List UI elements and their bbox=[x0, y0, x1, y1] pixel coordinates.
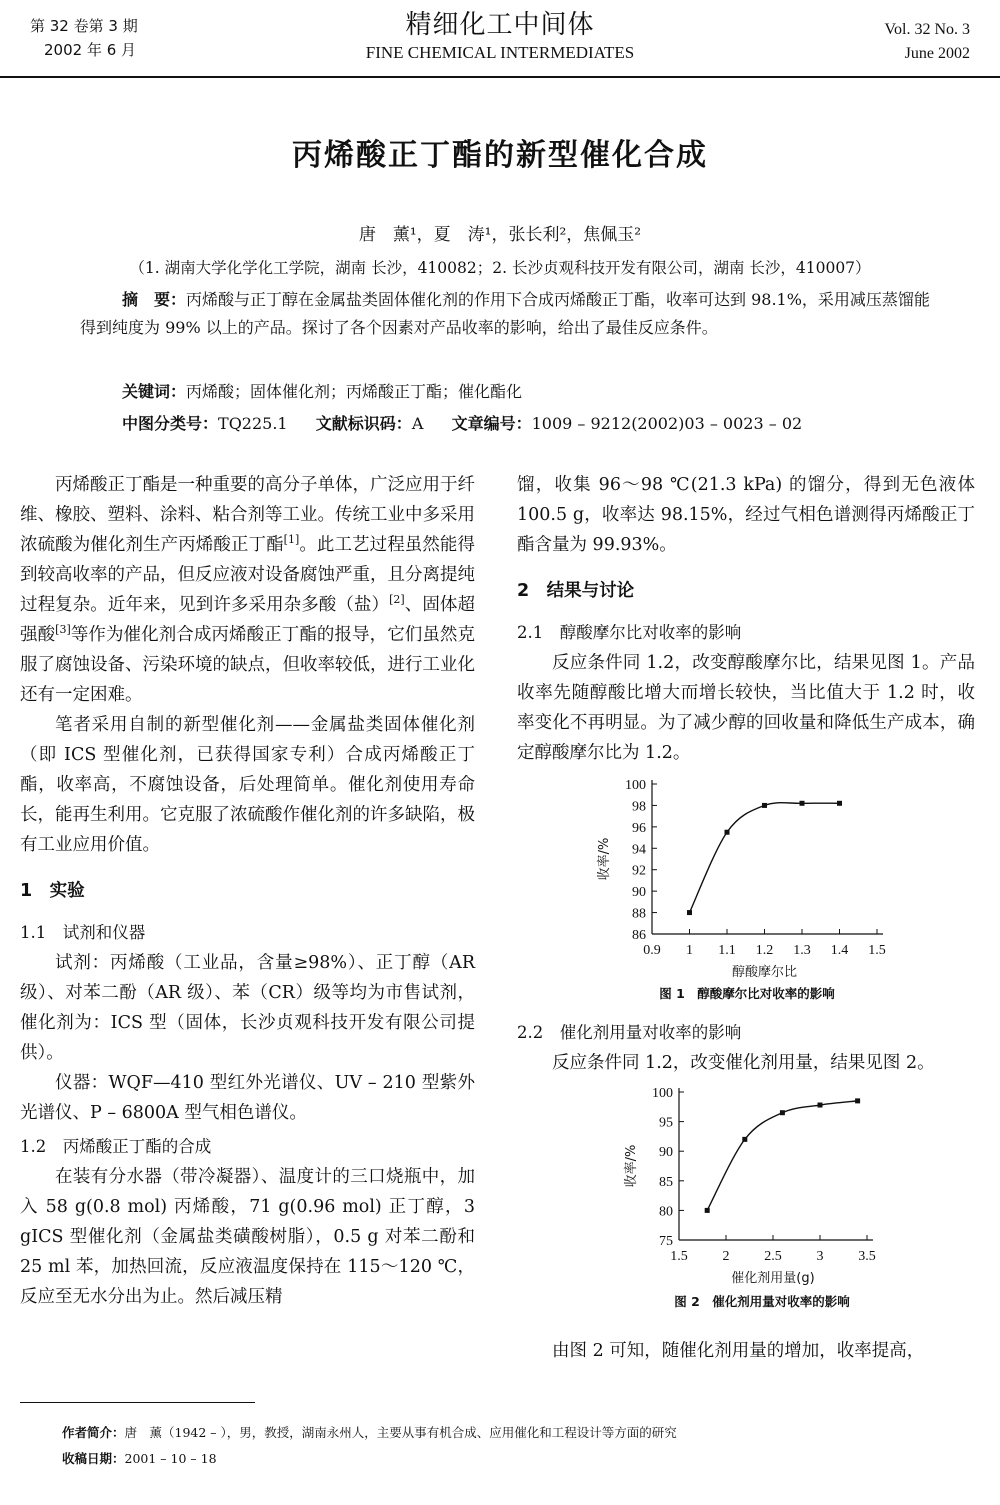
catalyst-amount-paragraph: 反应条件同 1.2，改变催化剂用量，结果见图 2。 bbox=[552, 1053, 935, 1073]
figure-2-chart bbox=[607, 1080, 917, 1290]
received-date bbox=[62, 1446, 962, 1472]
author-bio bbox=[62, 1420, 962, 1446]
x-tick-label: 0.9 bbox=[643, 943, 661, 958]
intro-text-d: 等作为催化剂合成丙烯酸正丁酯的报导，它们虽然克服了腐蚀设备、污染环境的缺点，但收率较低，进行工业化还有一定困难。 bbox=[20, 625, 476, 705]
x-axis-label: 催化剂用量(g) bbox=[731, 1271, 815, 1286]
section-1-2-heading: 1.2 丙烯酸正丁酯的合成 bbox=[20, 1137, 212, 1156]
data-point bbox=[818, 1103, 823, 1108]
issue-date-en: June 2002 bbox=[904, 45, 970, 62]
x-tick-label: 1.2 bbox=[755, 943, 774, 958]
y-tick-label: 92 bbox=[632, 863, 646, 879]
data-point bbox=[705, 1208, 710, 1213]
reagents-paragraph: 试剂：丙烯酸（工业品，含量≥98%）、正丁醇（AR 级）、对苯二酚（AR 级）、苯（CR）级等均为市售试剂，催化剂为：ICS 型（固体，长沙贞观科技开发有限公司提供）。 bbox=[20, 953, 475, 1063]
received-date-value: 2001 – 10 – 18 bbox=[124, 1451, 217, 1466]
y-tick-label: 88 bbox=[632, 906, 646, 922]
footnote-rule bbox=[20, 1402, 255, 1403]
section-2-2-heading: 2.2 催化剂用量对收率的影响 bbox=[517, 1023, 742, 1042]
y-tick-label: 80 bbox=[659, 1204, 673, 1220]
paper-title: 丙烯酸正丁酯的新型催化合成 bbox=[292, 138, 708, 173]
figure-1-caption: 图 1 醇酸摩尔比对收率的影响 bbox=[659, 986, 835, 1001]
issue-volume: 第 32 卷第 3 期 bbox=[30, 17, 138, 35]
data-point bbox=[742, 1137, 747, 1142]
intro-text-b: 。此工艺过程虽然能得到较高收率的产品，但反应液对设备腐蚀严重，且分离提纯过程复杂。近年来，见到许多采用杂多酸（盐） bbox=[20, 535, 476, 615]
journal-name bbox=[300, 8, 700, 64]
data-point bbox=[762, 803, 767, 808]
molar-ratio-paragraph: 反应条件同 1.2，改变醇酸摩尔比，结果见图 1。产品收率先随醇酸比增大而增长较快，当比值大于 1.2 时，收率变化不再明显。为了减少醇的回收量和降低生产成本，确定醇酸摩尔比为 1.2。 bbox=[517, 653, 975, 763]
keywords-text: 丙烯酸；固体催化剂；丙烯酸正丁酯；催化酯化 bbox=[186, 382, 523, 401]
figure-2 bbox=[607, 1080, 917, 1310]
x-tick-label: 1.1 bbox=[718, 943, 736, 958]
instruments-paragraph: 仪器：WQF—410 型红外光谱仪、UV – 210 型紫外光谱仪、P – 6800A 型气相色谱仪。 bbox=[20, 1073, 475, 1123]
keywords-label: 关键词： bbox=[122, 382, 187, 401]
x-tick-label: 1.5 bbox=[670, 1249, 688, 1264]
series-line bbox=[707, 1101, 857, 1211]
x-tick-label: 2.5 bbox=[764, 1249, 782, 1264]
right-column bbox=[517, 470, 975, 1366]
y-tick-label: 75 bbox=[659, 1234, 673, 1249]
keywords bbox=[122, 378, 922, 406]
doc-code-value: A bbox=[411, 414, 424, 433]
y-tick-label: 100 bbox=[652, 1086, 673, 1101]
clc-label: 中图分类号： bbox=[122, 414, 219, 433]
intro-text-a: 丙烯酸正丁酯是一种重要的高分子单体，广泛应用于纤维、橡胶、塑料、涂料、粘合剂等工业。传统工业中多采用浓硫酸为催化剂生产丙烯酸正丁酯 bbox=[20, 475, 475, 555]
synthesis-continued-paragraph: 馏，收集 96～98 ℃(21.3 kPa) 的馏分，得到无色液体 100.5 g，收率达 98.15%，经过气相色谱测得丙烯酸正丁酯含量为 99.93%。 bbox=[517, 475, 975, 555]
received-date-label: 收稿日期： bbox=[62, 1451, 125, 1466]
data-point bbox=[780, 1110, 785, 1115]
article-number-label: 文章编号： bbox=[451, 414, 532, 433]
synthesis-paragraph: 在装有分水器（带冷凝器）、温度计的三口烧瓶中，加入 58 g(0.8 mol) 丙烯酸，71 g(0.96 mol) 正丁醇，3 gICS 型催化剂（金属盐类磺酸树脂），0.5 g 对苯二酚和 25 ml 苯，加热回流，反应液温度保持在 115～120 ℃，反应至无水分出为止。然后减压精 bbox=[20, 1167, 475, 1307]
figure-1 bbox=[577, 772, 917, 1002]
abstract bbox=[80, 286, 930, 342]
intro-text-c: 、固体超强酸 bbox=[20, 595, 476, 645]
x-tick-label: 2 bbox=[722, 1249, 730, 1264]
ref-2: [2] bbox=[389, 593, 405, 607]
x-tick-label: 1.4 bbox=[830, 943, 849, 958]
abstract-text: 丙烯酸与正丁醇在金属盐类固体催化剂的作用下合成丙烯酸正丁酯，收率可达到 98.1%，采用减压蒸馏能得到纯度为 99% 以上的产品。探讨了各个因素对产品收率的影响，给出了最佳反应条件。 bbox=[80, 290, 930, 337]
footnote bbox=[62, 1420, 962, 1472]
y-axis-label: 收率/% bbox=[597, 837, 612, 881]
y-axis-label: 收率/% bbox=[624, 1144, 639, 1188]
journal-name-cn: 精细化工中间体 bbox=[405, 10, 595, 40]
header-rule bbox=[0, 76, 1000, 78]
journal-name-en: FINE CHEMICAL INTERMEDIATES bbox=[365, 43, 635, 62]
series-line bbox=[690, 803, 840, 913]
issue-date: 2002 年 6 月 bbox=[44, 41, 137, 59]
data-point bbox=[687, 910, 692, 915]
catalyst-conclusion-paragraph: 由图 2 可知，随催化剂用量的增加，收率提高， bbox=[552, 1341, 925, 1361]
y-tick-label: 95 bbox=[659, 1115, 673, 1131]
y-tick-label: 90 bbox=[632, 885, 646, 901]
ref-3: [3] bbox=[55, 623, 71, 637]
x-tick-label: 1.5 bbox=[868, 943, 886, 958]
issue-info bbox=[30, 14, 138, 62]
x-tick-label: 1.3 bbox=[793, 943, 811, 958]
author-list: 唐 薰¹，夏 涛¹，张长利²，焦佩玉² bbox=[358, 225, 642, 245]
intro-paragraph-2: 笔者采用自制的新型催化剂——金属盐类固体催化剂（即 ICS 型催化剂，已获得国家专利）合成丙烯酸正丁酯，收率高，不腐蚀设备，后处理简单。催化剂使用寿命长，能再生利用。它克服了浓硫酸作催化剂的许多缺陷，极有工业应用价值。 bbox=[20, 715, 475, 855]
author-bio-label: 作者简介： bbox=[62, 1425, 125, 1440]
clc-value: TQ225.1 bbox=[218, 414, 288, 433]
issue-info-en bbox=[885, 18, 971, 66]
x-axis-label: 醇酸摩尔比 bbox=[731, 965, 798, 980]
y-tick-label: 98 bbox=[632, 799, 646, 815]
article-number-value: 1009 – 9212(2002)03 – 0023 – 02 bbox=[531, 414, 803, 433]
section-1-1-heading: 1.1 试剂和仪器 bbox=[20, 923, 146, 942]
y-tick-label: 85 bbox=[659, 1174, 673, 1190]
y-tick-label: 94 bbox=[632, 842, 646, 858]
data-point bbox=[837, 801, 842, 806]
section-1-heading: 1 实验 bbox=[20, 881, 85, 901]
y-tick-label: 90 bbox=[659, 1145, 673, 1161]
data-point bbox=[855, 1098, 860, 1103]
data-point bbox=[800, 801, 805, 806]
affiliation: （1. 湖南大学化学化工学院，湖南 长沙，410082；2. 长沙贞观科技开发有限公司，湖南 长沙，410007） bbox=[129, 259, 871, 277]
y-tick-label: 96 bbox=[632, 820, 646, 836]
doc-code-label: 文献标识码： bbox=[315, 414, 412, 433]
left-column bbox=[20, 470, 475, 1312]
section-2-heading: 2 结果与讨论 bbox=[517, 581, 635, 601]
figure-2-caption: 图 2 催化剂用量对收率的影响 bbox=[674, 1294, 850, 1309]
ref-1: [1] bbox=[283, 533, 300, 547]
x-tick-label: 3.5 bbox=[858, 1249, 876, 1264]
x-tick-label: 1 bbox=[686, 943, 693, 958]
issue-volume-en: Vol. 32 No. 3 bbox=[884, 21, 970, 38]
y-tick-label: 100 bbox=[625, 778, 646, 793]
y-tick-label: 86 bbox=[632, 928, 646, 943]
intro-paragraph-1 bbox=[20, 470, 475, 710]
data-point bbox=[725, 830, 730, 835]
section-2-1-heading: 2.1 醇酸摩尔比对收率的影响 bbox=[517, 623, 742, 642]
abstract-label: 摘 要： bbox=[122, 290, 187, 309]
x-tick-label: 3 bbox=[816, 1249, 824, 1264]
figure-1-chart bbox=[577, 772, 917, 982]
author-bio-text: 唐 薰（1942 – ），男，教授，湖南永州人，主要从事有机合成、应用催化和工程设计等方面的研究 bbox=[124, 1425, 677, 1440]
classification-line bbox=[122, 410, 942, 438]
